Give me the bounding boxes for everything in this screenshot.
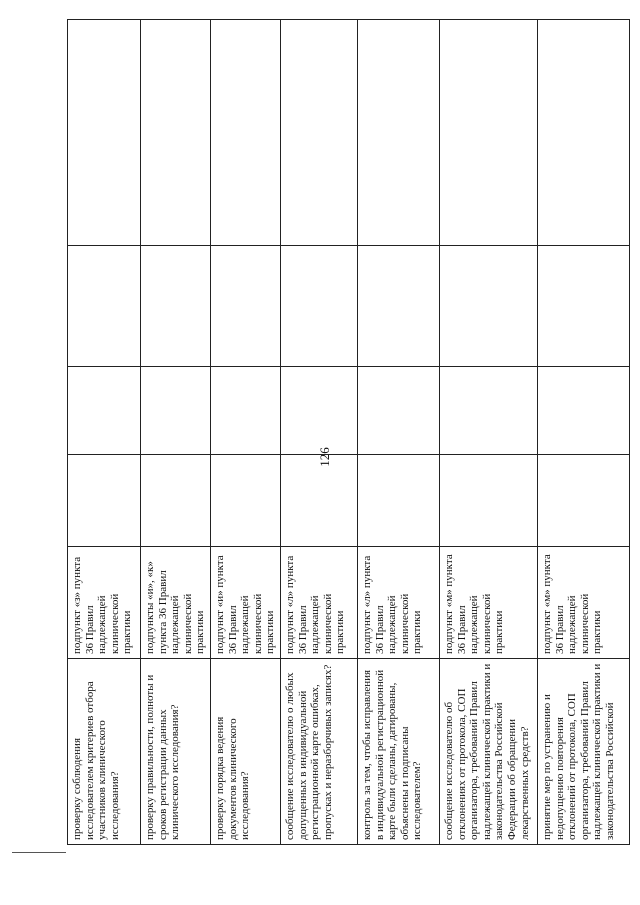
table-row <box>210 20 280 845</box>
table-row <box>280 20 357 845</box>
empty-cell <box>357 367 439 455</box>
empty-cell <box>141 246 211 367</box>
norm-cell: подпункт «и» пункта 36 Правил надлежащей клинической практики <box>210 547 280 659</box>
checklist-table <box>67 19 630 845</box>
page-number: 126 <box>317 447 332 467</box>
table-row <box>68 20 141 845</box>
empty-cell <box>141 367 211 455</box>
empty-cell <box>141 20 211 246</box>
empty-cell <box>280 20 357 246</box>
question-cell: принятие мер по устранению и недопущению повторения отклонений от протокола, СОП организатора, требований Правил надлежащей клинической практики и законодательства Российской <box>537 659 629 845</box>
empty-cell <box>537 367 629 455</box>
table-row <box>439 20 537 845</box>
question-cell: контроль за тем, чтобы исправления в индивидуальной регистрационной карте были сделаны, датированы, объяснены и подписаны исследователем? <box>357 659 439 845</box>
empty-cell <box>68 455 141 547</box>
empty-cell <box>439 455 537 547</box>
checklist-table-container <box>67 62 616 845</box>
norm-cell: подпункт «м» пункта 36 Правил надлежащей клинической практики <box>537 547 629 659</box>
empty-cell <box>439 20 537 246</box>
empty-cell <box>537 246 629 367</box>
question-cell: сообщение исследователю о любых допущенных в индивидуальной регистрационной карте ошибках, пропусках и неразборчивых записях? <box>280 659 357 845</box>
empty-cell <box>68 246 141 367</box>
footer-rule <box>12 852 66 853</box>
table-row <box>357 20 439 845</box>
empty-cell <box>537 20 629 246</box>
empty-cell <box>210 20 280 246</box>
question-cell: проверку соблюдения исследователем критериев отбора участников клинического исследования? <box>68 659 141 845</box>
norm-cell: подпункт «л» пункта 36 Правил надлежащей клинической практики <box>280 547 357 659</box>
empty-cell <box>439 246 537 367</box>
question-cell: проверку правильности, полноты и сроков регистрации данных клинического исследования? <box>141 659 211 845</box>
table-row <box>537 20 629 845</box>
empty-cell <box>357 455 439 547</box>
empty-cell <box>357 20 439 246</box>
empty-cell <box>357 246 439 367</box>
empty-cell <box>210 455 280 547</box>
norm-cell: подпункт «з» пункта 36 Правил надлежащей клинической практики <box>68 547 141 659</box>
question-cell: сообщение исследователю об отклонениях от протокола, СОП организатора, требований Правил надлежащей клинической практики и законодательства Российской Федерации об обращении лекарственных средств? <box>439 659 537 845</box>
question-cell: проверку порядка ведения документов клинического исследования? <box>210 659 280 845</box>
empty-cell <box>141 455 211 547</box>
empty-cell <box>439 367 537 455</box>
empty-cell <box>210 246 280 367</box>
empty-cell <box>68 367 141 455</box>
norm-cell: подпункт «л» пункта 36 Правил надлежащей клинической практики <box>357 547 439 659</box>
norm-cell: подпункты «и», «к» пункта 36 Правил надлежащей клинической практики <box>141 547 211 659</box>
empty-cell <box>537 455 629 547</box>
empty-cell <box>280 367 357 455</box>
empty-cell <box>280 246 357 367</box>
table-row <box>141 20 211 845</box>
empty-cell <box>280 455 357 547</box>
empty-cell <box>210 367 280 455</box>
empty-cell <box>68 20 141 246</box>
norm-cell: подпункт «м» пункта 36 Правил надлежащей клинической практики <box>439 547 537 659</box>
